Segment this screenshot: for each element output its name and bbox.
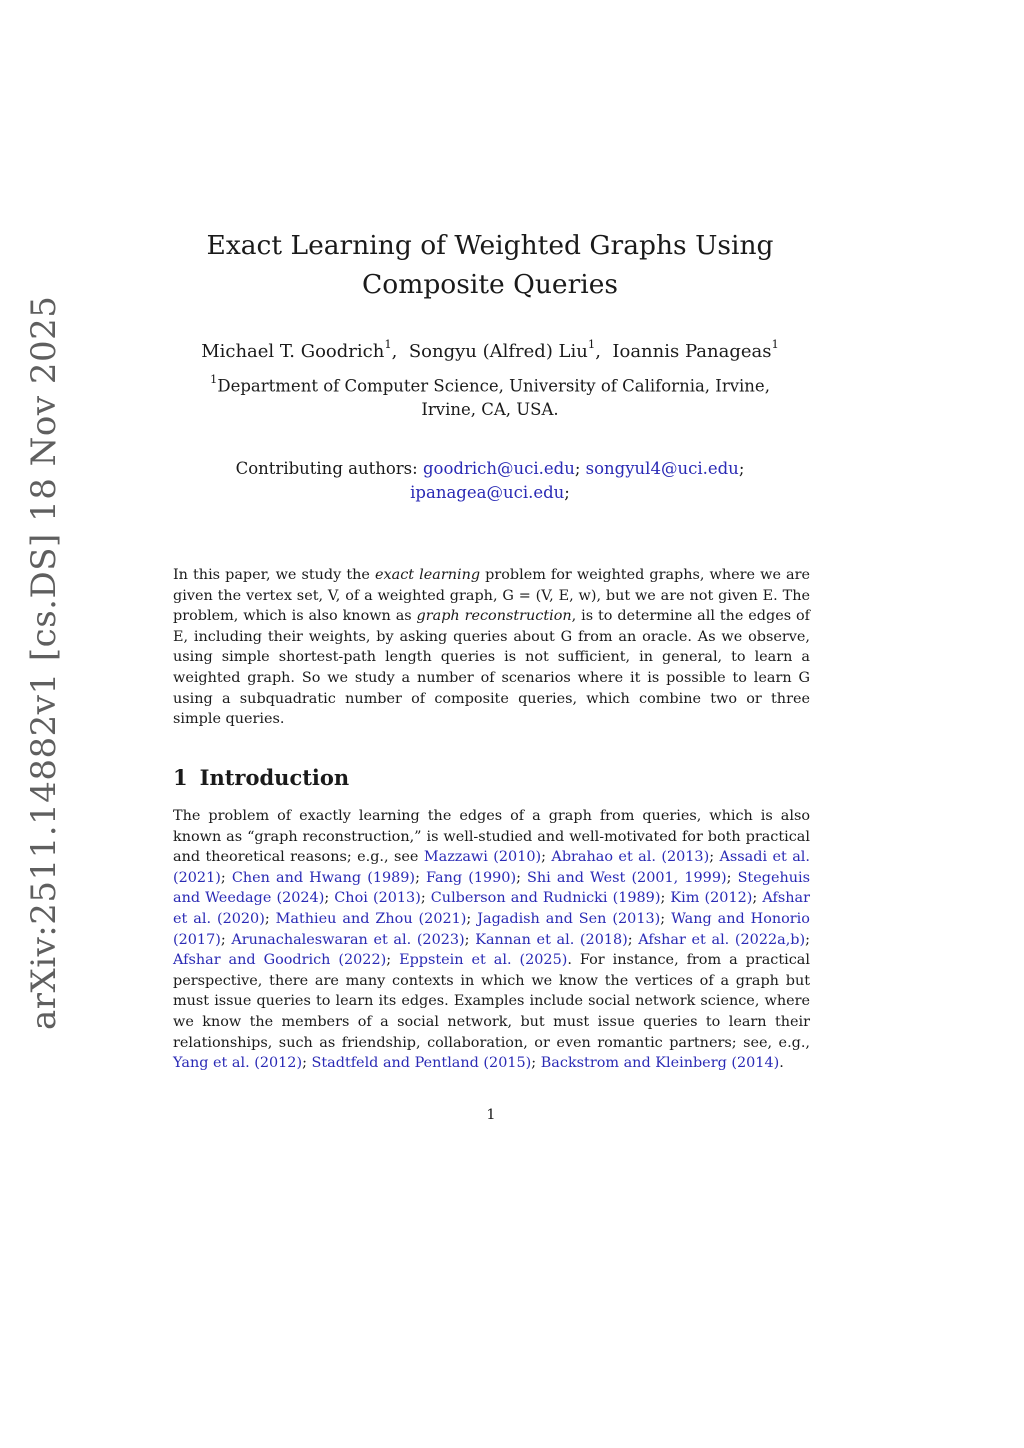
citation-link[interactable]: Stegehuis and Weedage (2024): [173, 869, 810, 907]
separator: ;: [564, 483, 570, 502]
separator: ;: [531, 1055, 541, 1072]
section-heading: [173, 763, 349, 793]
citation-link[interactable]: Jagadish and Sen (2013): [477, 910, 661, 927]
citation-link[interactable]: Mathieu and Zhou (2021): [275, 910, 467, 927]
separator: ;: [738, 459, 745, 478]
separator: ;: [420, 890, 431, 907]
citation-link[interactable]: Yang et al. (2012): [173, 1055, 303, 1072]
email-link-liu[interactable]: songyul4@uci.edu: [585, 459, 739, 478]
title-line-1: Exact Learning of Weighted Graphs Using: [206, 230, 774, 261]
affiliation-line-2: Irvine, CA, USA.: [421, 400, 559, 419]
citation-link[interactable]: Choi (2013): [334, 890, 421, 907]
abstract: [173, 565, 810, 730]
affiliation-line-1: Department of Computer Science, University of California, Irvine,: [217, 376, 770, 396]
separator: ;: [627, 931, 639, 948]
section-number: 1: [173, 765, 188, 790]
separator: ;: [415, 869, 427, 886]
citation-link[interactable]: Chen and Hwang (1989): [231, 869, 416, 886]
separator: ;: [516, 869, 528, 886]
citation-link[interactable]: Abrahao et al. (2013): [551, 849, 710, 866]
citation-link[interactable]: Afshar and Goodrich (2022): [173, 952, 387, 969]
section-title: Introduction: [199, 765, 350, 790]
author-affil-mark: 1: [384, 337, 392, 351]
separator: ;: [302, 1055, 312, 1072]
page-number: 1: [486, 1107, 496, 1123]
author-name: Michael T. Goodrich: [201, 341, 385, 362]
separator: ;: [220, 869, 232, 886]
abstract-text: , is to determine all the edges of E, including their weights, by asking queries about G from an oracle. As we observe, using simple shortest-path length queries is not sufficient, in general, to learn a weighted graph. So we study a number of scenarios where it is possible to learn G using a subquadratic number of composite queries, which combine two or three simple queries.: [173, 608, 810, 728]
intro-text: . For instance, from a practical perspective, there are many contexts in which we know the vertices of a graph but must issue queries to learn its edges. Examples include social network science, where we know the members of a social network, but must issue queries to learn their relationships, such as friendship, collaboration, or even romantic partners; see, e.g.,: [173, 952, 810, 1051]
separator: ;: [726, 869, 738, 886]
abstract-text: In this paper, we study the: [173, 567, 375, 583]
separator: ;: [464, 931, 476, 948]
citation-link[interactable]: Culberson and Rudnicki (1989): [430, 890, 661, 907]
citation-link[interactable]: Mazzawi (2010): [423, 849, 542, 866]
citation-link[interactable]: Arunachaleswaran et al. (2023): [231, 931, 465, 948]
intro-text: .: [779, 1055, 784, 1072]
paper-title: [160, 226, 820, 304]
citation-link[interactable]: Afshar et al. (2020): [173, 890, 810, 927]
author-name: Songyu (Alfred) Liu: [408, 341, 588, 362]
citation-link[interactable]: Kim (2012): [670, 890, 753, 907]
introduction-paragraph: [173, 806, 810, 1074]
author-name: Ioannis Panageas: [612, 341, 772, 362]
abstract-text: problem for weighted graphs, where we are given the vertex set, V, of a weighted graph, G = (V, E, w), but we are not given E. The problem, which is also known as: [173, 567, 811, 625]
separator: ;: [541, 849, 552, 866]
abstract-emphasis: exact learning: [375, 567, 481, 583]
contact-label: Contributing authors:: [235, 459, 418, 478]
separator: ;: [660, 910, 672, 927]
separator: ;: [220, 931, 232, 948]
citation-link[interactable]: Fang (1990): [426, 869, 517, 886]
affiliation: [160, 370, 820, 422]
separator: ;: [752, 890, 763, 907]
citation-link[interactable]: Wang and Honorio (2017): [173, 910, 810, 948]
separator: ;: [386, 952, 400, 969]
title-line-2: Composite Queries: [361, 269, 618, 300]
author-list: Michael T. Goodrich$^1$, Songyu (Alfred) Liu$^1$, Ioannis Panageas$^1$: [201, 337, 779, 362]
abstract-emphasis: graph reconstruction: [416, 608, 572, 625]
citation-link[interactable]: Eppstein et al. (2025): [399, 952, 568, 969]
citation-link[interactable]: Stadtfeld and Pentland (2015): [311, 1055, 532, 1072]
separator: ;: [660, 890, 671, 907]
separator: ;: [466, 910, 478, 927]
affiliation-mark: 1: [210, 372, 218, 386]
citation-link[interactable]: Assadi et al. (2021): [173, 849, 810, 886]
citation-link[interactable]: Backstrom and Kleinberg (2014): [540, 1055, 780, 1072]
contact-authors: [160, 457, 820, 505]
author-affil-mark: 1: [587, 337, 596, 351]
email-link-goodrich[interactable]: goodrich@uci.edu: [422, 459, 575, 478]
citation-link[interactable]: Afshar et al. (2022a,b): [638, 931, 806, 948]
arxiv-identifier: arXiv:2511.14882v1 [cs.DS] 18 Nov 2025: [24, 295, 64, 1030]
separator: ;: [324, 890, 335, 907]
email-link-panageas[interactable]: ipanagea@uci.edu: [410, 483, 565, 502]
separator: ;: [574, 459, 581, 478]
separator: ;: [805, 931, 810, 948]
intro-text: The problem of exactly learning the edges of a graph from queries, which is also known as “graph reconstruction,” is well-studied and well-motivated for both practical and theoretical reasons; e.g., see: [173, 808, 810, 866]
separator: ;: [264, 910, 276, 927]
citation-link[interactable]: Shi and West (2001, 1999): [527, 869, 727, 886]
citation-link[interactable]: Kannan et al. (2018): [475, 931, 628, 948]
separator: ;: [709, 849, 720, 866]
author-affil-mark: 1: [771, 337, 779, 351]
